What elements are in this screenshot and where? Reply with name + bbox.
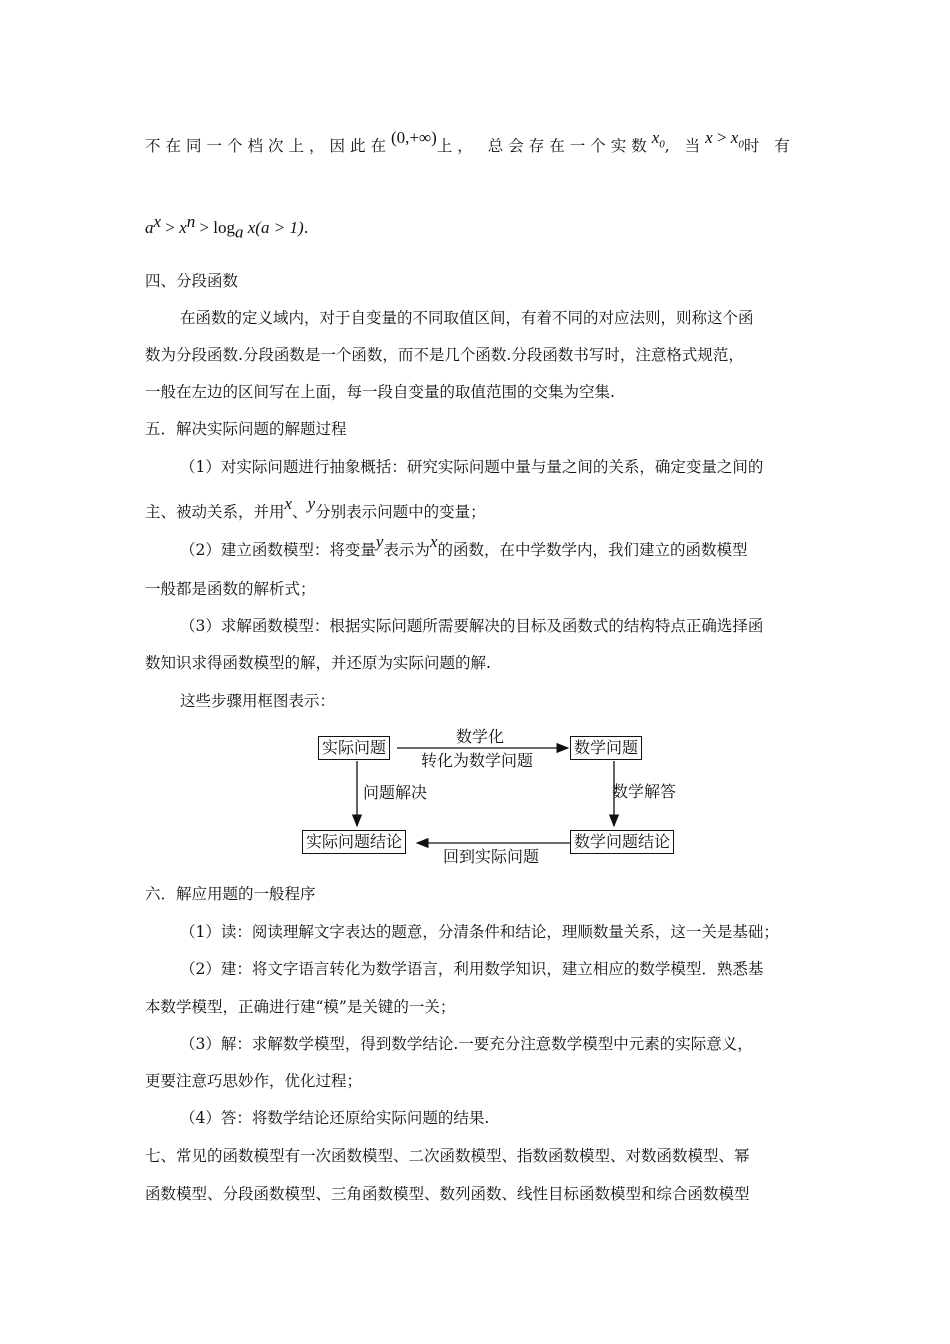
label-convert-to-math: 转化为数学问题: [421, 751, 534, 770]
box-real-problem: 实际问题: [318, 736, 390, 760]
var-x0-sub: 0: [659, 138, 665, 151]
ineq-a: a: [145, 218, 154, 238]
section-4-para-line-1: 在函数的定义域内，对于自变量的不同取值区间，有着不同的对应法则，则称这个函: [180, 309, 754, 327]
var-x-2: x: [429, 532, 438, 551]
ineq-x: x: [179, 218, 187, 238]
box-real-conclusion: 实际问题结论: [302, 830, 406, 854]
ineq-x-sup: n: [186, 212, 196, 231]
section-6-line-2: （2）建：将文字语言转化为数学语言，利用数学知识，建立相应的数学模型．熟悉基: [180, 960, 764, 978]
section-5-line-5: （3）求解函数模型：根据实际问题所需要解决的目标及函数式的结构特点正确选择函: [180, 617, 764, 635]
ineq-a-sup: x: [153, 212, 162, 231]
s5-line2-b: 、: [292, 503, 308, 521]
label-problem-solve: 问题解决: [363, 783, 428, 802]
section-5-heading: 五．解决实际问题的解题过程: [145, 420, 347, 438]
section-7-line-1: 七、常见的函数模型有一次函数模型、二次函数模型、指数函数模型、对数函数模型、幂: [145, 1147, 750, 1165]
section-6-line-5: 更要注意巧思妙作，优化过程；: [145, 1072, 363, 1090]
var-x: x: [284, 494, 293, 513]
section-6-line-4: （3）解：求解数学模型，得到数学结论.一要充分注意数学模型中元素的实际意义，: [180, 1035, 753, 1053]
section-7-line-2: 函数模型、分段函数模型、三角函数模型、数列函数、线性目标函数模型和综合函数模型: [145, 1185, 750, 1203]
section-5-line-4: 一般都是函数的解析式；: [145, 580, 316, 598]
box-math-problem: 数学问题: [570, 736, 642, 760]
s5-line2-c: 分别表示问题中的变量；: [315, 503, 486, 521]
section-5-line-7: 这些步骤用框图表示：: [180, 692, 336, 710]
var-x0-base: x: [651, 128, 660, 147]
line1-text-b: 上， 总会存在一个实数: [436, 137, 652, 155]
cond-x: x: [705, 128, 713, 147]
s5-line3-b: 表示为: [383, 541, 430, 559]
s5-line2-a: 主、被动关系，并用: [145, 503, 285, 521]
label-math-answer: 数学解答: [612, 782, 677, 801]
line1-text-a: 不在同一个档次上，因此在: [145, 137, 392, 155]
section-4-para-line-2: 数为分段函数.分段函数是一个函数，而不是几个函数.分段函数书写时，注意格式规范，: [145, 346, 744, 364]
label-mathematize: 数学化: [456, 727, 505, 746]
cond-x0-sub: 0: [738, 138, 744, 151]
line1-text-c: , 当: [664, 137, 706, 155]
section-5-line-6: 数知识求得函数模型的解，并还原为实际问题的解.: [145, 654, 491, 672]
s5-line3-a: （2）建立函数模型：将变量: [180, 541, 376, 559]
section-6-line-6: （4）答：将数学结论还原给实际问题的结果.: [180, 1109, 490, 1127]
cond-x0: x: [730, 128, 739, 147]
line1-text-d: 时 有: [743, 137, 795, 155]
interval-notation: (0,+∞): [391, 128, 437, 147]
section-4-heading: 四、分段函数: [145, 272, 239, 290]
cond-gt: >: [712, 128, 731, 147]
ineq-period: .: [303, 219, 309, 238]
section-5-line-1: （1）对实际问题进行抽象概括：研究实际问题中量与量之间的关系，确定变量之间的: [180, 458, 764, 476]
var-y-2: y: [375, 532, 384, 551]
ineq-log-sub: a: [235, 222, 244, 242]
ineq-log: log: [213, 218, 236, 238]
ineq-gt-1: >: [161, 218, 180, 238]
section-4-para-line-3: 一般在左边的区间写在上面，每一段自变量的取值范围的交集为空集.: [145, 383, 615, 401]
s5-line3-c: 的函数，在中学数学内，我们建立的函数模型: [437, 541, 748, 559]
ineq-tail: x(a > 1): [243, 218, 304, 238]
section-6-line-1: （1）读：阅读理解文字表达的题意，分清条件和结论，理顺数量关系，这一关是基础；: [180, 923, 779, 941]
var-y: y: [307, 494, 316, 513]
section-6-line-3: 本数学模型，正确进行建“模”是关键的一关；: [145, 998, 456, 1016]
ineq-gt-2: >: [195, 218, 214, 238]
box-math-conclusion: 数学问题结论: [570, 830, 674, 854]
section-6-heading: 六．解应用题的一般程序: [145, 885, 316, 903]
label-back-to-real: 回到实际问题: [443, 847, 540, 866]
